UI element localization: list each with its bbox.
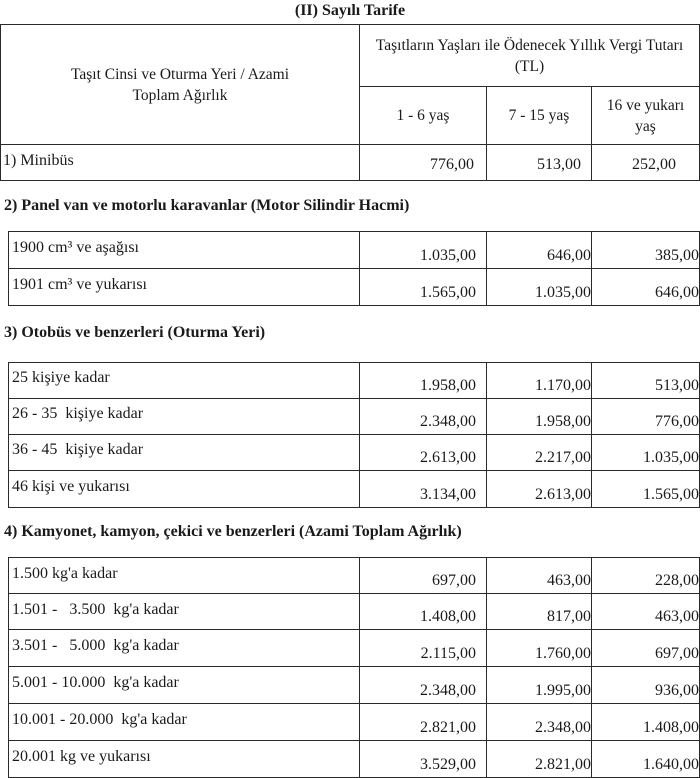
header-age-7-15-label: 7 - 15 yaş <box>508 107 570 124</box>
row-value-16-plus: 1.408,00 <box>643 719 699 736</box>
row-value-7-15: 2.613,00 <box>535 486 591 503</box>
row-value-7-15: 2.348,00 <box>535 719 591 736</box>
section-title-truck: 4) Kamyonet, kamyon, çekici ve benzerleri (Azami Toplam Ağırlık) <box>4 523 462 540</box>
row-value-16-plus: 936,00 <box>655 682 699 699</box>
row-value-1-6: 697,00 <box>432 572 476 589</box>
row-value-16-plus: 463,00 <box>655 608 699 625</box>
row-value-1-6: 2.348,00 <box>420 682 476 699</box>
row-value-16-plus: 646,00 <box>655 284 699 301</box>
row-label: 5.001 - 10.000 kg'a kadar <box>12 674 179 691</box>
header-age-16-plus-label: 16 ve yukarı yaş <box>606 96 685 135</box>
header-age-1-6-label: 1 - 6 yaş <box>396 107 450 124</box>
row-value-1-6: 1.958,00 <box>420 377 476 394</box>
row-label: 10.001 - 20.000 kg'a kadar <box>12 711 187 728</box>
row-value-1-6: 2.613,00 <box>420 449 476 466</box>
row-value-7-15: 1.958,00 <box>535 413 591 430</box>
row-value-16-plus: 513,00 <box>655 377 699 394</box>
row-value-7-15: 463,00 <box>547 572 591 589</box>
row-label: 20.001 kg ve yukarısı <box>12 748 151 765</box>
header-tax-group <box>359 24 700 87</box>
row-label: 1900 cm³ ve aşağısı <box>12 239 139 256</box>
row-label: 1.501 - 3.500 kg'a kadar <box>12 601 179 618</box>
row-value-16-plus: 776,00 <box>655 413 699 430</box>
row-value-16-plus: 697,00 <box>655 645 699 662</box>
row-value-16-plus: 1.565,00 <box>643 486 699 503</box>
row-label: 26 - 35 kişiye kadar <box>12 405 144 422</box>
row-value-16-plus: 1.035,00 <box>643 449 699 466</box>
row-value-1-6: 3.529,00 <box>420 756 476 773</box>
row-label: 25 kişiye kadar <box>12 369 110 386</box>
row-value-7-15: 2.217,00 <box>535 449 591 466</box>
row-value-1-6: 2.348,00 <box>420 413 476 430</box>
row-value-1-6: 1.565,00 <box>420 284 476 301</box>
minibus-value-16-plus: 252,00 <box>632 156 676 173</box>
row-value-16-plus: 1.640,00 <box>643 756 699 773</box>
row-label: 36 - 45 kişiye kadar <box>12 441 144 458</box>
row-label: 46 kişi ve yukarısı <box>12 478 130 495</box>
row-label: 1.500 kg'a kadar <box>12 565 118 582</box>
minibus-label: 1) Minibüs <box>3 152 74 169</box>
row-label: 1901 cm³ ve yukarısı <box>12 276 147 293</box>
section-title-panel-van: 2) Panel van ve motorlu karavanlar (Motor Silindir Hacmi) <box>4 197 410 214</box>
row-value-1-6: 1.408,00 <box>420 608 476 625</box>
row-value-1-6: 2.115,00 <box>420 645 476 662</box>
row-label: 3.501 - 5.000 kg'a kadar <box>12 637 179 654</box>
minibus-value-1-6: 776,00 <box>430 156 474 173</box>
header-tax-group-label: Taşıtların Yaşları ile Ödenecek Yıllık Vergi Tutarı (TL) <box>375 36 684 75</box>
row-value-7-15: 1.035,00 <box>535 284 591 301</box>
header-vehicle-type <box>0 24 360 145</box>
row-value-1-6: 1.035,00 <box>420 247 476 264</box>
row-value-7-15: 1.170,00 <box>535 377 591 394</box>
header-age-16-plus <box>591 86 700 145</box>
row-value-7-15: 646,00 <box>547 247 591 264</box>
header-age-1-6 <box>359 86 487 145</box>
header-vehicle-type-label: Taşıt Cinsi ve Oturma Yeri / Azami Toplam Ağırlık <box>70 65 290 104</box>
row-value-7-15: 1.760,00 <box>535 645 591 662</box>
row-value-1-6: 3.134,00 <box>420 486 476 503</box>
minibus-value-7-15: 513,00 <box>537 156 581 173</box>
row-value-16-plus: 385,00 <box>655 247 699 264</box>
row-value-7-15: 2.821,00 <box>535 756 591 773</box>
row-value-16-plus: 228,00 <box>655 572 699 589</box>
document-title: (II) Sayılı Tarife <box>294 2 406 19</box>
section-title-bus: 3) Otobüs ve benzerleri (Oturma Yeri) <box>4 324 266 341</box>
row-value-1-6: 2.821,00 <box>420 719 476 736</box>
row-value-7-15: 817,00 <box>547 608 591 625</box>
row-value-7-15: 1.995,00 <box>535 682 591 699</box>
header-age-7-15 <box>486 86 592 145</box>
